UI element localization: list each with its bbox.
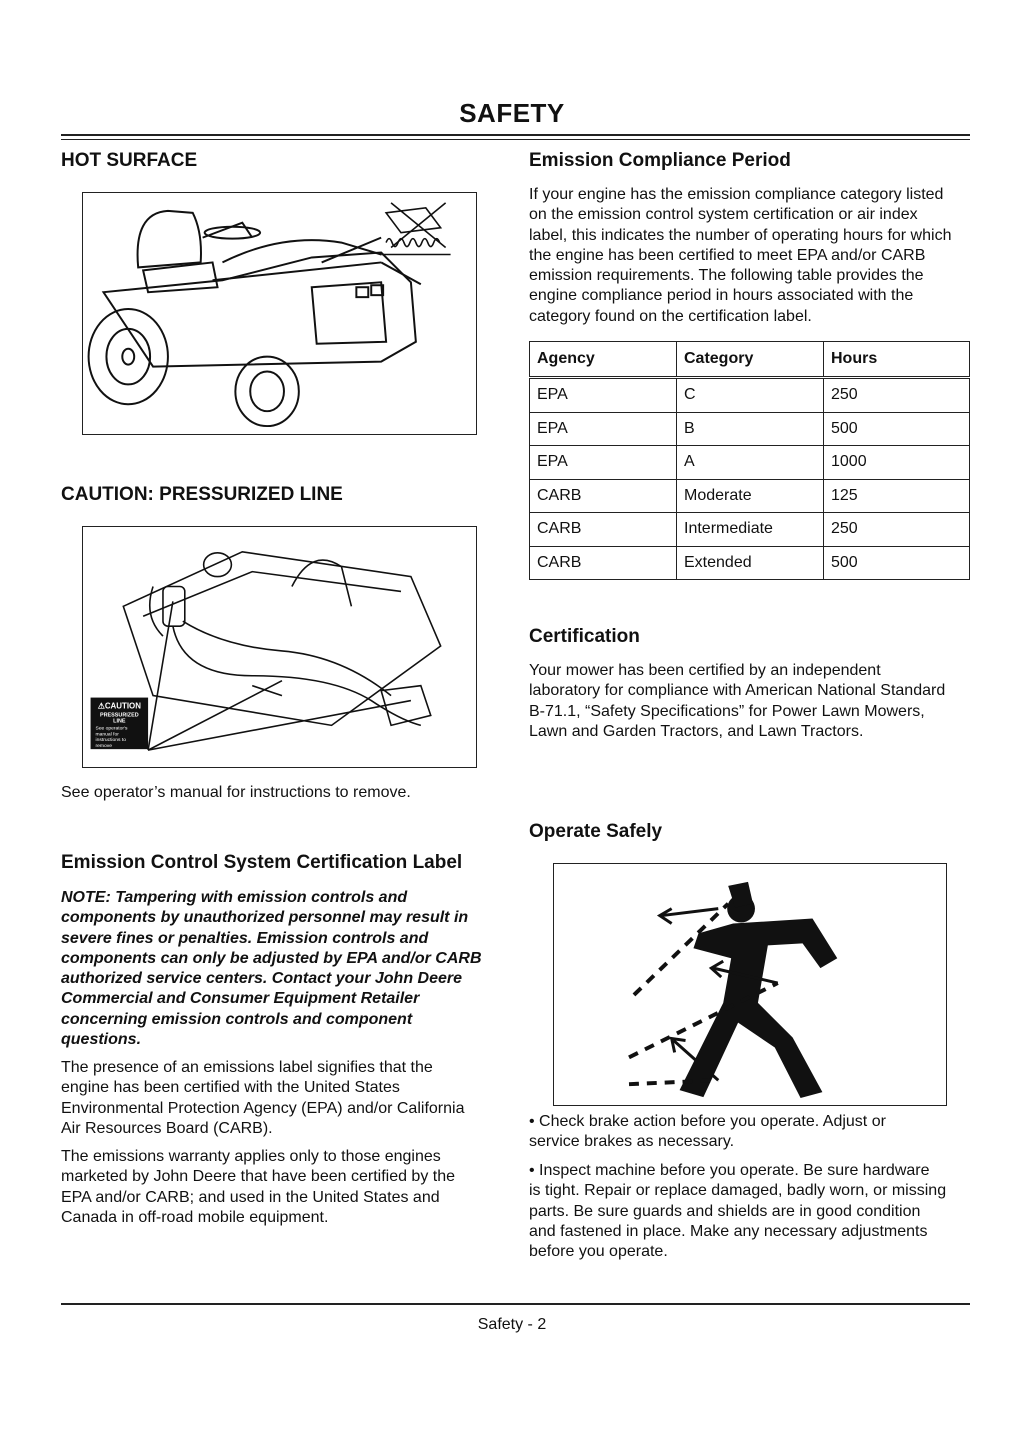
pressurized-caption: See operator’s manual for instructions to remove. — [61, 784, 411, 801]
thrown-object-hazard-icon — [554, 864, 946, 1105]
emission-label-heading: Emission Control System Certification Label — [61, 852, 463, 873]
table-cell: Moderate — [677, 479, 824, 513]
table-cell: B — [677, 412, 824, 446]
para-line: The emissions warranty applies only to those engines — [61, 1148, 441, 1165]
certification-heading: Certification — [529, 626, 640, 647]
table-cell: EPA — [530, 446, 677, 480]
note-line: components by unauthorized personnel may result in — [61, 909, 469, 927]
header-rule-thin — [61, 139, 970, 140]
table-row — [530, 412, 970, 446]
table-cell: CARB — [530, 479, 677, 513]
para-line: emission requirements. The following table provides the — [529, 267, 924, 285]
caution-label-line: remove — [95, 744, 113, 750]
bullet-line: • Inspect machine before you operate. Be sure hardware — [529, 1162, 930, 1179]
table-cell: 250 — [824, 378, 970, 413]
table-cell: 500 — [824, 412, 970, 446]
para-line: The presence of an emissions label signifies that the — [61, 1059, 433, 1076]
hot-surface-heading: HOT SURFACE — [61, 150, 198, 171]
bullet-line: service brakes as necessary. — [529, 1133, 735, 1151]
para-line: Lawn and Garden Tractors, and Lawn Tractors. — [529, 722, 864, 740]
table-cell: 125 — [824, 479, 970, 513]
lawn-tractor-illustration — [83, 193, 476, 434]
bullet-line: is tight. Repair or replace damaged, badly worn, or missing — [529, 1182, 947, 1200]
table-row — [530, 378, 970, 413]
column-header-hours: Hours — [824, 342, 970, 378]
caution-label-line: instructions to — [95, 738, 127, 744]
note-line: authorized service centers. Contact your John Deere — [61, 970, 463, 988]
table-cell: 1000 — [824, 446, 970, 480]
table-cell: CARB — [530, 546, 677, 580]
table-cell: 500 — [824, 546, 970, 580]
tampering-note — [61, 888, 482, 1050]
table-cell: A — [677, 446, 824, 480]
bullet-line: and fastened in place. Make any necessary adjustments — [529, 1222, 928, 1240]
caution-label-line: See operator's — [95, 726, 128, 732]
note-line: questions. — [61, 1031, 142, 1049]
page-number: Safety - 2 — [477, 1316, 547, 1333]
page-title: SAFETY — [459, 98, 565, 128]
table-cell: CARB — [530, 513, 677, 547]
column-header-category: Category — [677, 342, 824, 378]
table-row — [530, 546, 970, 580]
table-cell: 250 — [824, 513, 970, 547]
footer-rule — [61, 1303, 970, 1305]
para-line: EPA and/or CARB; and used in the United States and — [61, 1188, 440, 1206]
para-line: Canada in off-road mobile equipment. — [61, 1208, 329, 1226]
para-line: B-71.1, “Safety Specifications” for Power Lawn Mowers, — [529, 702, 925, 720]
caution-label-line: PRESSURIZED — [99, 712, 139, 719]
certification-paragraph — [529, 661, 945, 742]
note-line: concerning emission controls and component — [61, 1010, 413, 1028]
table-cell: Intermediate — [677, 513, 824, 547]
operate-safely-figure — [553, 863, 947, 1106]
para-line: If your engine has the emission compliance category listed — [529, 186, 944, 203]
table-row — [530, 446, 970, 480]
para-line: the engine has been certified to meet EPA and/or CARB — [529, 246, 926, 264]
caution-label-line: LINE — [113, 718, 126, 725]
caution-label — [91, 698, 149, 750]
para-line: marketed by John Deere that have been certified by the — [61, 1168, 456, 1186]
note-line: NOTE: Tampering with emission controls and — [61, 889, 408, 906]
pressurized-line-heading: CAUTION: PRESSURIZED LINE — [61, 484, 343, 505]
caution-label-line: ⚠CAUTION — [97, 701, 141, 711]
table-header-row — [530, 342, 970, 378]
para-line: engine has been certified with the United States — [61, 1079, 400, 1097]
table-row — [530, 479, 970, 513]
para-line: category found on the certification label. — [529, 307, 812, 325]
pressurized-line-figure — [82, 526, 477, 768]
table-cell: Extended — [677, 546, 824, 580]
header-rule — [61, 134, 970, 136]
hot-surface-icon — [381, 203, 450, 255]
bullet-line: parts. Be sure guards and shields are in good condition — [529, 1202, 921, 1220]
compliance-paragraph — [529, 185, 951, 327]
bullet-line: • Check brake action before you operate. Adjust or — [529, 1113, 886, 1130]
operate-safely-heading: Operate Safely — [529, 821, 663, 842]
para-line: label, this indicates the number of operating hours for which — [529, 226, 952, 244]
para-line: Environmental Protection Agency (EPA) and/or California — [61, 1099, 465, 1117]
hot-surface-figure — [82, 192, 477, 435]
para-line: Air Resources Board (CARB). — [61, 1119, 273, 1137]
table-cell: C — [677, 378, 824, 413]
para-line: on the emission control system certification or air index — [529, 206, 918, 224]
caution-label-line: manual for — [95, 732, 119, 738]
compliance-heading: Emission Compliance Period — [529, 150, 791, 171]
para-line: laboratory for compliance with American National Standard — [529, 682, 946, 700]
note-line: Commercial and Consumer Equipment Retailer — [61, 990, 420, 1008]
table-row — [530, 513, 970, 547]
note-line: components can only be adjusted by EPA and/or CARB — [61, 949, 482, 967]
column-header-agency: Agency — [530, 342, 677, 378]
fuel-system-illustration — [83, 527, 476, 767]
bullet-line: before you operate. — [529, 1243, 668, 1261]
table-cell: EPA — [530, 412, 677, 446]
note-line: severe fines or penalties. Emission controls and — [61, 929, 429, 947]
emissions-label-paragraph — [61, 1058, 464, 1139]
compliance-table — [529, 341, 970, 580]
emissions-warranty-paragraph — [61, 1147, 455, 1228]
table-cell: EPA — [530, 378, 677, 413]
para-line: Your mower has been certified by an independent — [529, 662, 881, 679]
para-line: engine compliance period in hours associated with the — [529, 287, 914, 305]
bullet-inspect-machine — [529, 1161, 971, 1262]
bullet-check-brakes — [529, 1112, 971, 1153]
